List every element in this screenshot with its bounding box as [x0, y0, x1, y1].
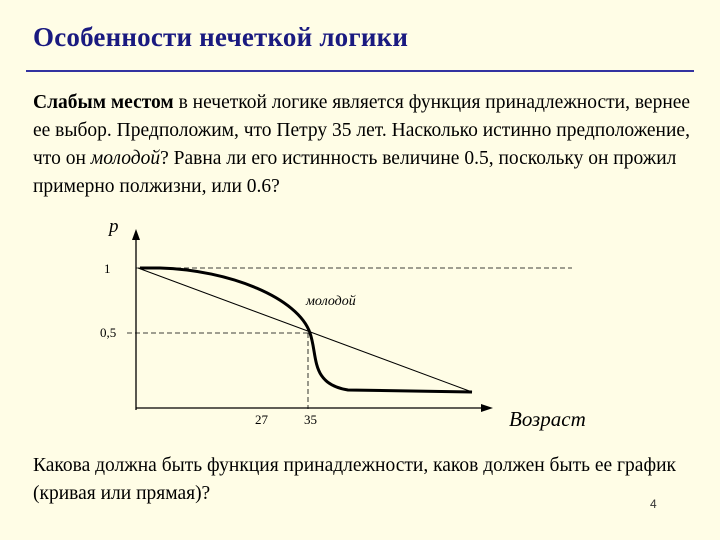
linear-membership-line [138, 268, 472, 392]
paragraph-text-1: в нечеткой логике является функция принадлежности, вернее ее выбор. Предположим, что Петру 35 лет. Насколько истинно предположение, что он [33, 92, 691, 169]
question-text: Какова должна быть функция принадлежности, каков должен быть ее график (кривая или прямая)? [33, 455, 676, 504]
y-axis-arrow [132, 229, 140, 240]
slide-title: Особенности нечеткой логики [33, 22, 409, 52]
x-axis-label: Возраст [509, 407, 586, 431]
curve-label: молодой [306, 294, 356, 309]
y-tick-1: 1 [104, 261, 111, 276]
y-axis-label: p [109, 216, 119, 237]
x-tick-27: 27 [255, 412, 268, 427]
paragraph-italic-word: молодой [90, 148, 161, 169]
paragraph-text-2: ? Равна ли его истинность величине 0.5, поскольку он прожил примерно полжизни, или 0.6? [33, 148, 677, 197]
lead-bold-text: Слабым местом [33, 92, 174, 113]
page-number: 4 [650, 497, 657, 511]
x-tick-35: 35 [304, 412, 317, 427]
y-tick-half: 0,5 [100, 325, 117, 340]
x-axis-arrow [481, 404, 493, 412]
